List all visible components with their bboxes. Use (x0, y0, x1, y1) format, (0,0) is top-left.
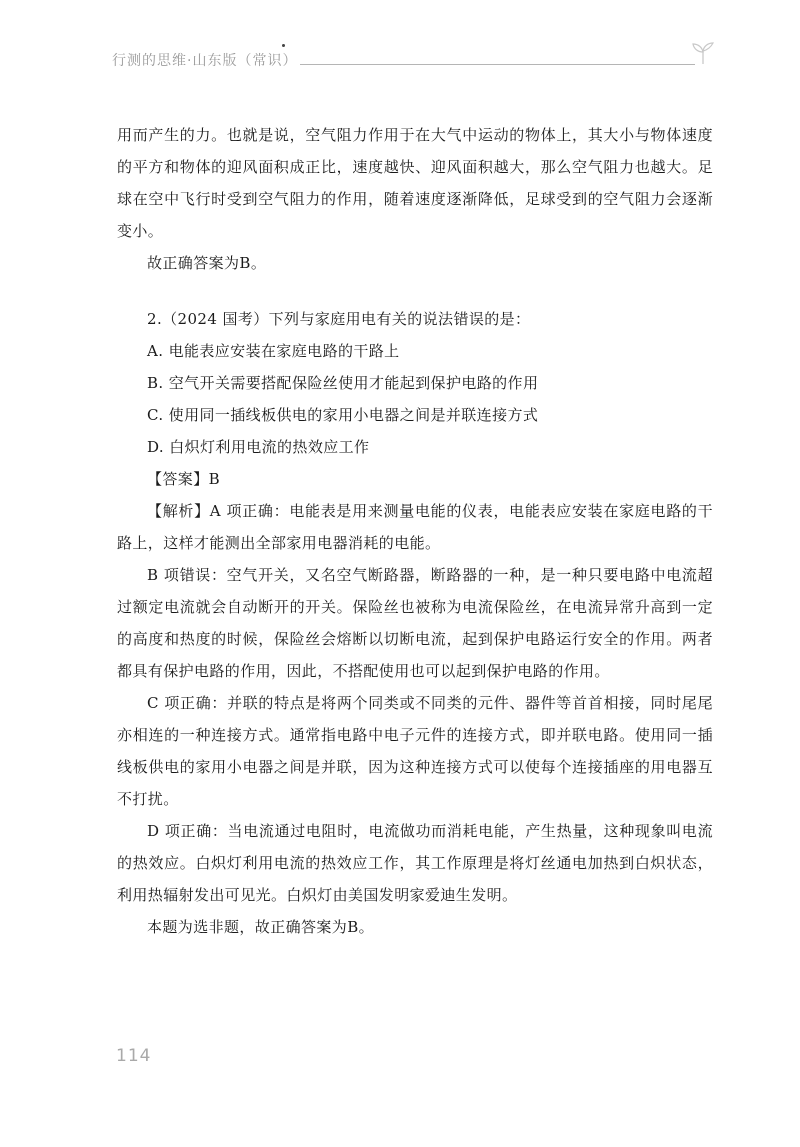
section-gap (117, 279, 713, 303)
header-dot (282, 44, 285, 47)
analysis-conclusion: 本题为选非题，故正确答案为B。 (147, 918, 375, 936)
option-d: D. 白炽灯利用电流的热效应工作 (147, 438, 370, 456)
option-a: A. 电能表应安装在家庭电路的干路上 (147, 342, 400, 360)
option-b: B. 空气开关需要搭配保险丝使用才能起到保护电路的作用 (147, 374, 539, 392)
analysis-b: B 项错误：空气开关，又名空气断路器，断路器的一种，是一种只要电路中电流超过额定电流就会自动断开的开关。保险丝也被称为电流保险丝，在电流异常升高到一定的高度和热度的时候，保险丝会熔断以切断电流，起到保护电路运行安全的作用。两者都具有保护电路的作用，因此，不搭配使用也可以起到保护电路的作用。 (117, 566, 713, 680)
question-stem: 2.（2024 国考）下列与家庭用电有关的说法错误的是： (147, 310, 531, 328)
option-c: C. 使用同一插线板供电的家用小电器之间是并联连接方式 (147, 406, 539, 424)
answer-line: 【答案】B (147, 470, 221, 488)
header-rule (300, 64, 695, 65)
page-body (117, 119, 713, 943)
analysis-a: 【解析】A 项正确：电能表是用来测量电能的仪表，电能表应安装在家庭电路的干路上，这样才能测出全部家用电器消耗的电能。 (117, 502, 713, 552)
paragraph-answer-prev: 故正确答案为B。 (147, 254, 267, 272)
header-title: 行测的思维·山东版（常识） (112, 53, 298, 69)
running-header (112, 50, 712, 74)
analysis-c: C 项正确：并联的特点是将两个同类或不同类的元件、器件等首首相接，同时尾尾亦相连的一种连接方式。通常指电路中电子元件的连接方式，即并联电路。使用同一插线板供电的家用小电器之间是并联，因为这种连接方式可以使每个连接插座的用电器互不打扰。 (117, 694, 713, 808)
analysis-d: D 项正确：当电流通过电阻时，电流做功而消耗电能，产生热量，这种现象叫电流的热效应。白炽灯利用电流的热效应工作，其工作原理是将灯丝通电加热到白炽状态，利用热辐射发出可见光。白炽灯由美国发明家爱迪生发明。 (117, 822, 713, 904)
paragraph-continued: 用而产生的力。也就是说，空气阻力作用于在大气中运动的物体上，其大小与物体速度的平方和物体的迎风面积成正比，速度越快、迎风面积越大，那么空气阻力也越大。足球在空中飞行时受到空气阻力的作用，随着速度逐渐降低，足球受到的空气阻力会逐渐变小。 (117, 126, 713, 240)
page-number: 114 (116, 1046, 152, 1066)
sprout-icon (690, 40, 716, 66)
